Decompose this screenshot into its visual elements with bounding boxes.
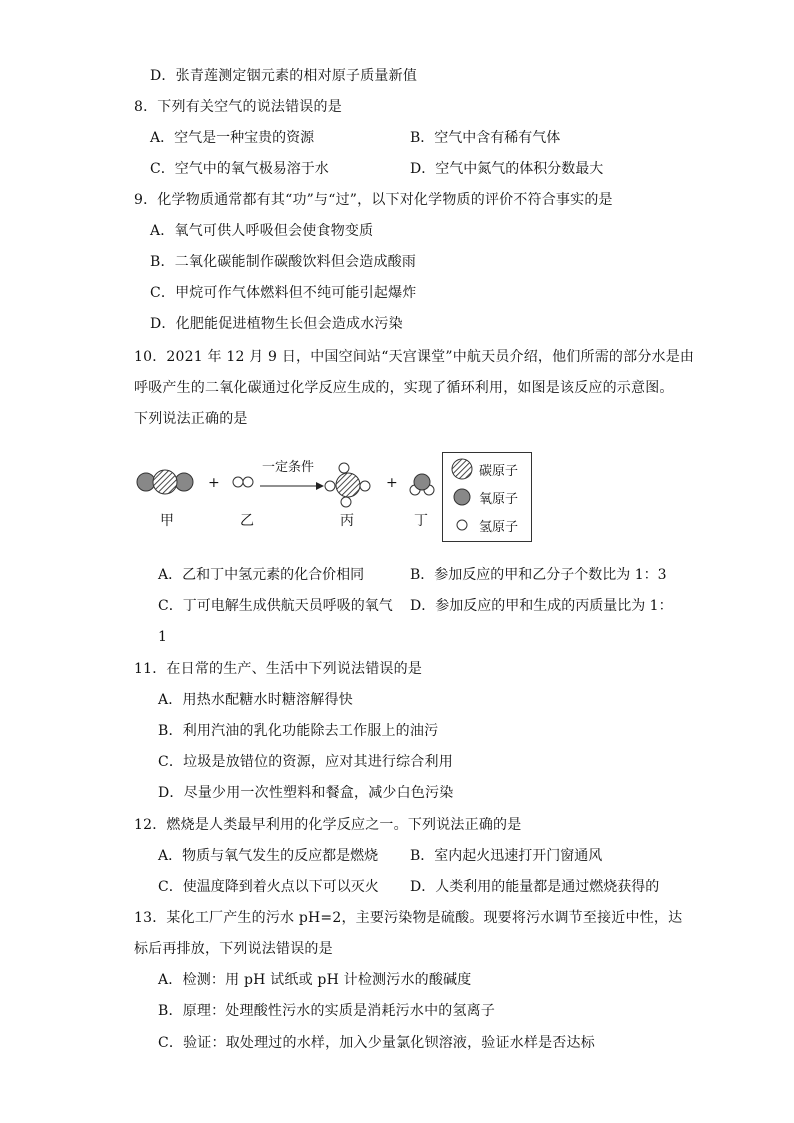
legend-carbon-label: 碳原子 — [479, 463, 519, 479]
q10-option-d-continued: 1 — [158, 629, 167, 645]
q12-option-c: C．使温度降到着火点以下可以灭火 — [158, 879, 379, 895]
q10-stem-line1: 10．2021 年 12 月 9 日，中国空间站“天宫课堂”中航天员介绍，他们所需的部分水是由 — [134, 349, 695, 365]
molecule-ding-h2o — [410, 474, 434, 495]
oxygen-atom-icon — [451, 486, 473, 508]
label-yi: 乙 — [240, 513, 254, 529]
q9-option-a: A．氧气可供人呼吸但会使食物变质 — [150, 223, 374, 239]
legend-oxygen-label: 氧原子 — [479, 491, 519, 507]
q11-option-b: B．利用汽油的乳化功能除去工作服上的油污 — [158, 723, 439, 739]
q8-option-c: C．空气中的氧气极易溶于水 — [150, 161, 329, 177]
q10-option-c: C．丁可电解生成供航天员呼吸的氧气 — [158, 598, 393, 614]
q9-option-d: D．化肥能促进植物生长但会造成水污染 — [150, 316, 403, 332]
plus-sign-2: + — [386, 475, 398, 491]
q11-option-a: A．用热水配糖水时糖溶解得快 — [158, 692, 353, 708]
q13-stem-line2: 标后再排放，下列说法错误的是 — [134, 941, 333, 957]
q10-option-a: A．乙和丁中氢元素的化合价相同 — [158, 567, 365, 583]
atom-legend — [442, 452, 532, 542]
q11-option-c: C．垃圾是放错位的资源，应对其进行综合利用 — [158, 754, 453, 770]
q10-option-d: D．参加反应的甲和生成的丙质量比为 1： — [410, 598, 673, 614]
q8-stem: 8．下列有关空气的说法错误的是 — [134, 99, 342, 115]
q13-option-a: A．检测：用 pH 试纸或 pH 计检测污水的酸碱度 — [158, 972, 472, 988]
reaction-arrow — [260, 482, 324, 490]
q12-option-d: D．人类利用的能量都是通过燃烧获得的 — [410, 879, 660, 895]
legend-carbon — [451, 457, 518, 481]
hydrogen-atom-icon — [451, 514, 473, 536]
q12-option-a: A．物质与氧气发生的反应都是燃烧 — [158, 848, 379, 864]
label-ding: 丁 — [414, 513, 428, 529]
q11-option-d: D．尽量少用一次性塑料和餐盒，减少白色污染 — [158, 785, 454, 801]
q13-option-c: C．验证：取处理过的水样，加入少量氯化钡溶液，验证水样是否达标 — [158, 1035, 595, 1051]
reaction-condition: 一定条件 — [262, 460, 315, 475]
label-bing: 丙 — [340, 513, 354, 529]
q9-stem: 9．化学物质通常都有其“功”与“过”，以下对化学物质的评价不符合事实的是 — [134, 192, 613, 208]
q10-option-b: B．参加反应的甲和乙分子个数比为 1：3 — [410, 567, 667, 583]
q13-stem-line1: 13．某化工厂产生的污水 pH=2，主要污染物是硫酸。现要将污水调节至接近中性，达 — [134, 910, 683, 926]
q9-option-c: C．甲烷可作气体燃料但不纯可能引起爆炸 — [150, 285, 417, 301]
molecule-yi-h2 — [233, 477, 253, 487]
label-jia: 甲 — [160, 513, 174, 529]
legend-oxygen — [451, 485, 518, 509]
legend-hydrogen-label: 氢原子 — [479, 519, 519, 535]
q9-option-b: B．二氧化碳能制作碳酸饮料但会造成酸雨 — [150, 254, 417, 270]
molecule-jia-co2 — [137, 470, 193, 494]
legend-hydrogen — [451, 513, 518, 537]
q12-stem: 12．燃烧是人类最早利用的化学反应之一。下列说法正确的是 — [134, 817, 522, 833]
q10-stem-line3: 下列说法正确的是 — [134, 411, 248, 427]
q13-option-b: B．原理：处理酸性污水的实质是消耗污水中的氢离子 — [158, 1003, 496, 1019]
q11-stem: 11．在日常的生产、生活中下列说法错误的是 — [134, 661, 423, 677]
molecule-bing-ch4 — [325, 463, 370, 507]
q8-option-a: A．空气是一种宝贵的资源 — [150, 130, 315, 146]
q8-option-b: B．空气中含有稀有气体 — [410, 130, 561, 146]
q10-stem-line2: 呼吸产生的二氧化碳通过化学反应生成的，实现了循环利用，如图是该反应的示意图。 — [134, 380, 674, 396]
carbon-atom-icon — [451, 458, 473, 480]
q12-option-b: B．室内起火迅速打开门窗通风 — [410, 848, 603, 864]
plus-sign-1: + — [208, 475, 220, 491]
q8-option-d: D．空气中氮气的体积分数最大 — [410, 161, 604, 177]
q7-option-d: D．张青莲测定铟元素的相对原子质量新值 — [150, 68, 418, 84]
